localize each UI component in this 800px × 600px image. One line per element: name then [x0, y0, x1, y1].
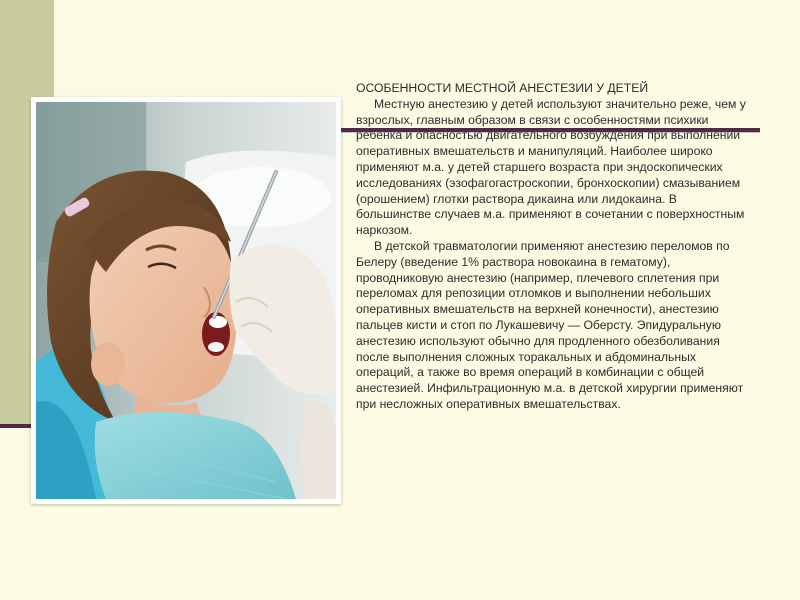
slide-text	[356, 81, 748, 413]
paragraph-2: В детской травматологии применяют анестезию переломов по Белеру (введение 1% раствора новокаина в гематому), проводниковую анестезию (например, плечевого сплетения при переломах для репозиции отломков и выполнении небольших оперативных вмешательств на верхней конечности), анестезию пальцев кисти и стоп по Лукашевичу — Оберсту. Эпидуральную анестезию используют обычно для продленного обезболивания после выполнения сложных торакальных и абдоминальных операций, а также во время операций в комбинации с общей анестезией. Инфильтрационную м.а. в детской хирургии применяют при несложных оперативных вмешательствах.	[356, 238, 744, 411]
child-at-dentist-image	[36, 102, 336, 499]
slide-heading: ОСОБЕННОСТИ МЕСТНОЙ АНЕСТЕЗИИ У ДЕТЕЙ	[356, 81, 649, 95]
dental-exam-photo	[31, 97, 341, 504]
paragraph-1: Местную анестезию у детей используют значительно реже, чем у взрослых, главным образом в связи с особенностями психики ребенка и опасностью двигательного возбуждения при выполнении оперативных вмешательств и манипуляций. Наиболее широко применяют м.а. у детей старшего возраста при эндоскопических исследованиях (эзофагогастроскопии, бронхоскопии) смазыванием (орошением) глотки раствора дикаина или лидокаина. В большинстве случаев м.а. применяют в сочетании с поверхностным наркозом.	[356, 96, 746, 238]
